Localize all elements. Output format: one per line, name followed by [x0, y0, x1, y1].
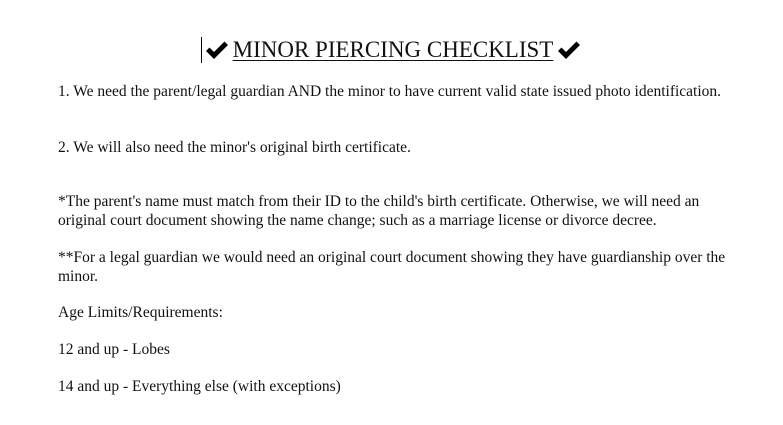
- requirement-birth-certificate: 2. We will also need the minor's original birth certificate.: [58, 139, 411, 156]
- title-row: [0, 34, 783, 66]
- age-limit-lobes: 12 and up - Lobes: [58, 341, 170, 358]
- note-parent-name: *The parent's name must match from their ID to the child's birth certificate. Otherwise, we will need an original court document showing the name change; such as a marriage license or divorce decree.: [58, 193, 700, 229]
- text-cursor: [201, 37, 202, 63]
- checkmark-icon: [556, 39, 582, 61]
- note-legal-guardian: **For a legal guardian we would need an original court document showing they have guardianship over the minor.: [58, 249, 726, 285]
- page-title: MINOR PIERCING CHECKLIST: [232, 37, 554, 62]
- requirement-id: 1. We need the parent/legal guardian AND the minor to have current valid state issued photo identification.: [58, 83, 722, 100]
- age-limit-everything-else: 14 and up - Everything else (with exceptions): [58, 378, 341, 395]
- age-limits-heading: Age Limits/Requirements:: [58, 304, 223, 321]
- checkmark-icon: [204, 39, 230, 61]
